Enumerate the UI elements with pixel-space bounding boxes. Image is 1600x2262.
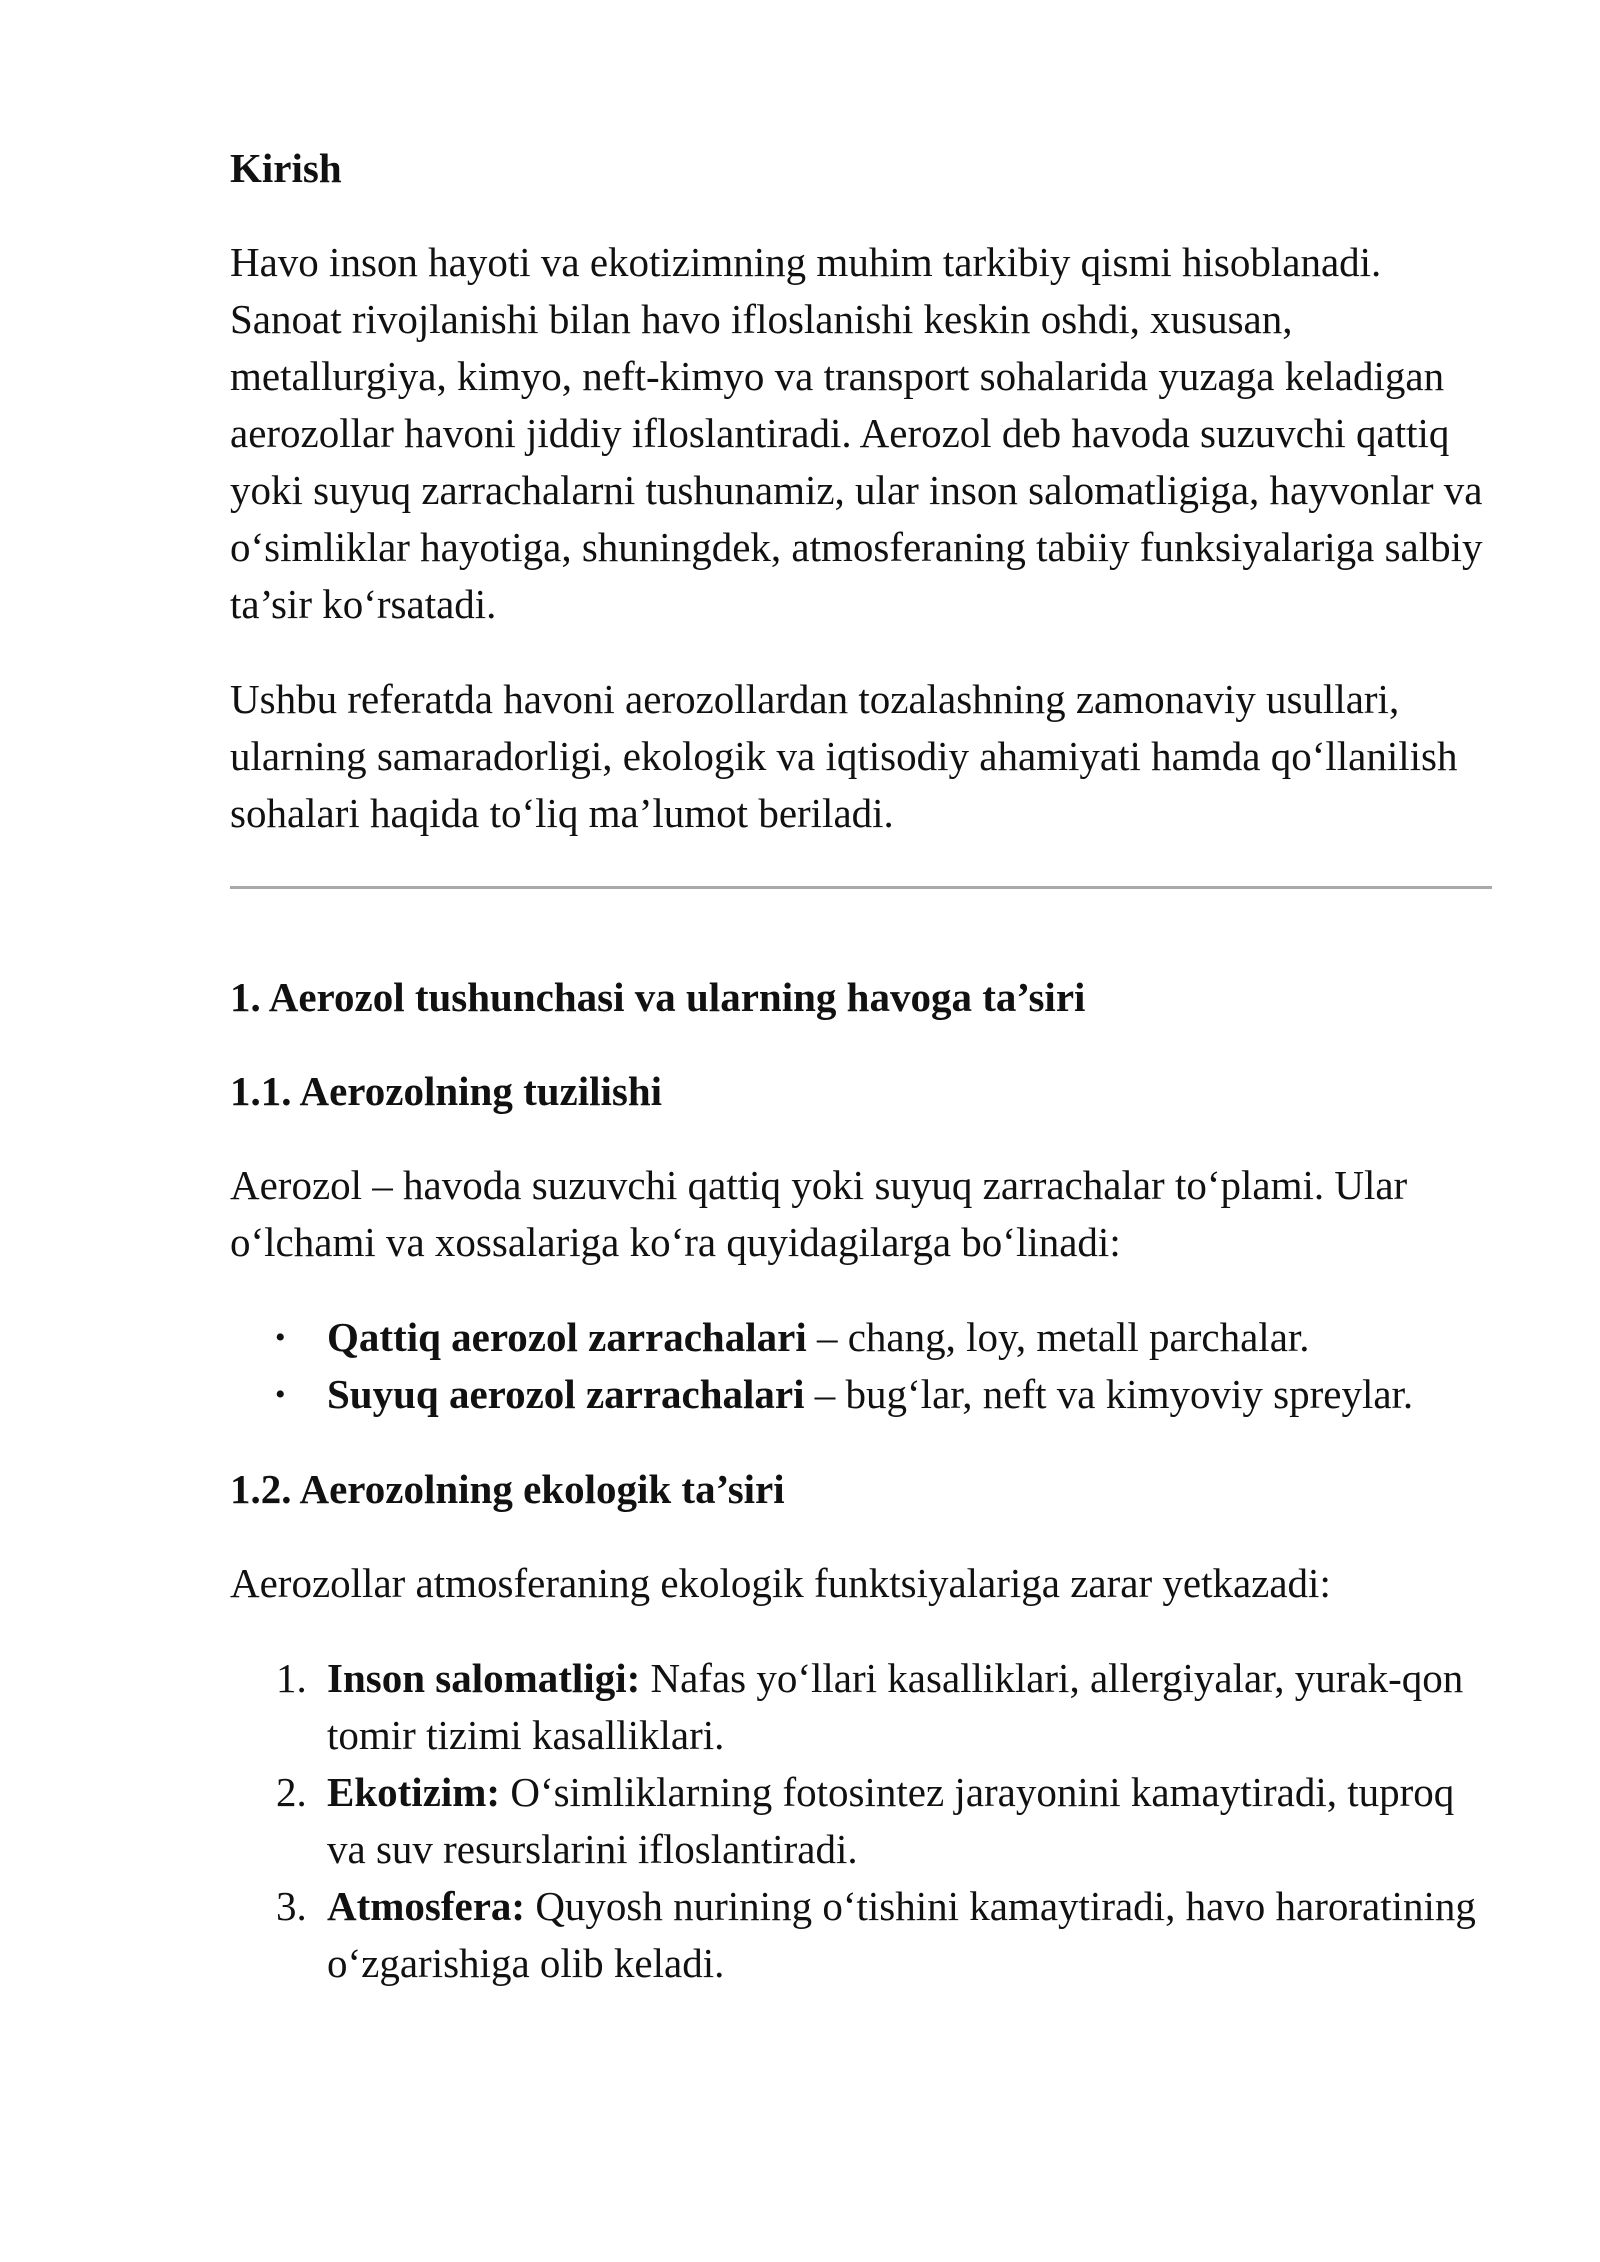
list-item-term: Suyuq aerozol zarrachalari: [327, 1371, 805, 1417]
section-1-1-heading: 1.1. Aerozolning tuzilishi: [230, 1068, 663, 1114]
list-item: [230, 1309, 1490, 1366]
list-item-term: Inson salomatligi:: [327, 1655, 641, 1701]
particle-types-list: [230, 1309, 1490, 1423]
document-page: [230, 140, 1490, 1992]
list-item: [230, 1878, 1490, 1992]
list-item-text: Nafas yo‘llari kasalliklari, allergiyalar, yurak-qon tomir tizimi kasalliklari.: [327, 1655, 1464, 1758]
list-item-text: O‘simliklarning fotosintez jarayonini kamaytiradi, tuproq va suv resurslarini ifloslantiradi.: [327, 1769, 1455, 1872]
section-1-2-paragraph: Aerozollar atmosferaning ekologik funktsiyalariga zarar yetkazadi:: [230, 1560, 1331, 1606]
list-item-term: Atmosfera:: [327, 1883, 526, 1929]
list-item-text: – chang, loy, metall parchalar.: [806, 1314, 1310, 1360]
intro-heading: Kirish: [230, 145, 342, 191]
intro-paragraph-1: Havo inson hayoti va ekotizimning muhim tarkibiy qismi hisoblanadi. Sanoat rivojlanishi bilan havo ifloslanishi keskin oshdi, xususan, metallurgiya, kimyo, neft-kimyo va transport sohalarida yuzaga keladigan aerozollar havoni jiddiy ifloslantiradi. Aerozol deb havoda suzuvchi qattiq yoki suyuq zarrachalarni tushunamiz, ular inson salomatligiga, hayvonlar va o‘simliklar hayotiga, shuningdek, atmosferaning tabiiy funksiyalariga salbiy ta’sir ko‘rsatadi.: [230, 239, 1483, 627]
number-marker: 1.: [276, 1655, 307, 1701]
number-marker: 2.: [276, 1769, 307, 1815]
impact-list: [230, 1650, 1490, 1992]
list-item-term: Ekotizim:: [327, 1769, 501, 1815]
bullet-marker: •: [275, 1378, 286, 1411]
list-item-text: Quyosh nurining o‘tishini kamaytiradi, havo haroratining o‘zgarishiga olib keladi.: [327, 1883, 1476, 1986]
list-item: [230, 1650, 1490, 1764]
section-divider: [230, 886, 1492, 889]
number-marker: 3.: [276, 1883, 307, 1929]
bullet-marker: •: [275, 1321, 286, 1354]
list-item: [230, 1764, 1490, 1878]
intro-paragraph-2: Ushbu referatda havoni aerozollardan tozalashning zamonaviy usullari, ularning samaradorligi, ekologik va iqtisodiy ahamiyati hamda qo‘llanilish sohalari haqida to‘liq ma’lumot beriladi.: [230, 676, 1458, 836]
list-item: [230, 1366, 1490, 1423]
section-1-heading: 1. Aerozol tushunchasi va ularning havoga ta’siri: [230, 974, 1086, 1020]
list-item-term: Qattiq aerozol zarrachalari: [327, 1314, 807, 1360]
list-item-text: – bug‘lar, neft va kimyoviy spreylar.: [804, 1371, 1414, 1417]
section-1-2-heading: 1.2. Aerozolning ekologik ta’siri: [230, 1466, 785, 1512]
section-1-1-paragraph: Aerozol – havoda suzuvchi qattiq yoki suyuq zarrachalar to‘plami. Ular o‘lchami va xossalariga ko‘ra quyidagilarga bo‘linadi:: [230, 1162, 1408, 1265]
